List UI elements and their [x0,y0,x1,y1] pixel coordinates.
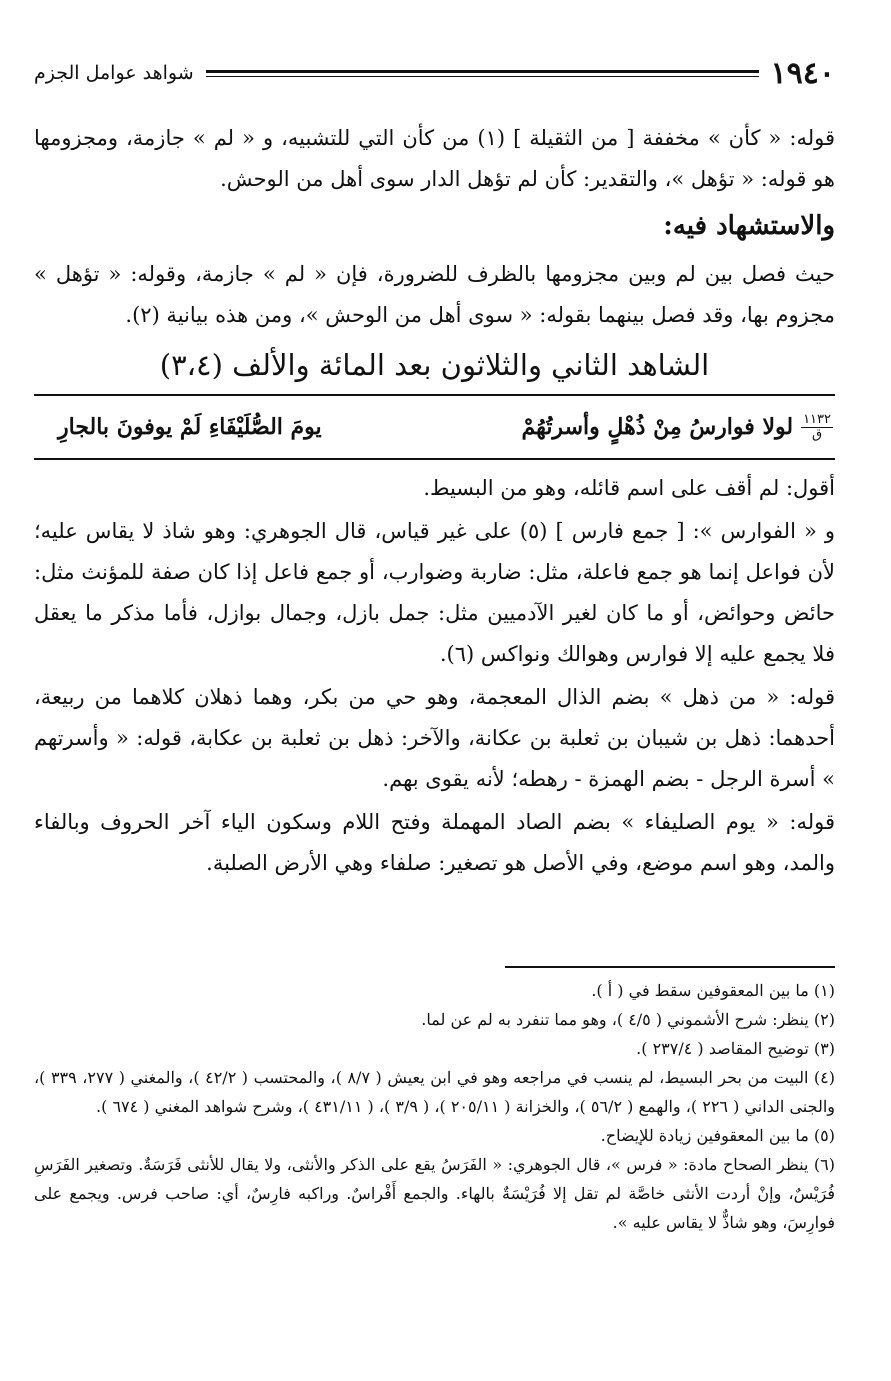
paragraph-5: قوله: « من ذهل » بضم الذال المعجمة، وهو حي من بكر، وهما ذهلان كلاهما من ربيعة، أحدهما: ذهل بن شيبان بن ثعلبة بن عكانة، والآخر: ذهل بن ثعلبة بن عكابة، قوله: « وأسرتهم » أسرة الرجل - بضم الهمزة - رهطه؛ لأنه يقوى بهم. [34,685,835,791]
first-hemistich: لولا فوارسُ مِنْ ذُهْلٍ وأسرتُهُمْ [521,413,794,440]
main-text [34,118,835,884]
header-title: شواهد عوامل الجزم [34,62,194,84]
footnotes [34,966,835,1237]
subheading: والاستشهاد فيه: [663,211,835,241]
footnote-2: (٢) ينظر: شرح الأشموني ( ٤/٥ )، وهو مما تنفرد به لم عن لما. [421,1010,835,1029]
second-hemistich: يومَ الصُّلَيْفَاءِ لَمْ يوفونَ بالجارِ [58,413,322,440]
footnote-rule [505,966,835,968]
paragraph-6: قوله: « يوم الصليفاء » بضم الصاد المهملة وفتح اللام وسكون الياء آخر الحروف وبالفاء والمد، وهو اسم موضع، وفي الأصل هو تصغير: صلفاء وهي الأرض الصلبة. [34,810,835,875]
verse-first-part [522,407,833,448]
verse-number [801,413,833,442]
page-number: ١٩٤٠ [770,55,835,91]
running-header [34,56,835,90]
paragraph-2: حيث فصل بين لم وبين مجزومها بالظرف للضرورة، فإن « لم » جازمة، وقوله: « تؤهل » مجزوم بها، وقد فصل بينهما بقوله: « سوى أهل من الوحش »، ومن هذه بيانية (٢). [34,262,835,327]
verse-number-sub: ق [811,426,823,442]
verse-number-value: ١١٣٢ [803,411,831,427]
footnote-5: (٥) ما بين المعقوفين زيادة للإيضاح. [600,1126,835,1145]
header-rule [206,70,759,77]
paragraph-3: أقول: لم أقف على اسم قائله، وهو من البسيط. [423,476,835,500]
witness-heading: الشاهد الثاني والثلاثون بعد المائة والألف (٣،٤) [159,348,710,382]
footnote-1: (١) ما بين المعقوفين سقط في ( أ ). [591,981,835,1000]
footnote-4: (٤) البيت من بحر البسيط، لم ينسب في مراجعه وهو في ابن يعيش ( ٨/٧ )، والمحتسب ( ٤٢/٢ )، والمغني ( ٢٧٧، ٣٣٩ )، والجنى الداني ( ٢٢٦ )، والهمع ( ٥٦/٢ )، والخزانة ( ٢٠٥/١١ )، ( ٣/٩ )، ( ٤٣١/١١ )، وشرح شواهد المغني ( ٦٧٤ ). [34,1068,836,1116]
paragraph-1: قوله: « كأن » مخففة [ من الثقيلة ] (١) من كأن التي للتشبيه، و « لم » جازمة، ومجزومها هو قوله: « تؤهل »، والتقدير: كأن لم تؤهل الدار سوى أهل من الوحش. [34,126,835,191]
footnote-3: (٣) توضيح المقاصد ( ٢٣٧/٤ ). [636,1039,835,1058]
verse-box [34,394,835,460]
paragraph-4: و « الفوارس »: [ جمع فارس ] (٥) على غير قياس، قال الجوهري: وهو شاذ لا يقاس عليه؛ لأن فواعل إنما هو جمع فاعلة، مثل: ضاربة وضوارب، أو جمع فاعل إذا كان صفة للمؤنث مثل: حائض وحوائض، أو ما كان لغير الآدميين مثل: جمل بازل، وجمال بوازل، فأما مذكر ما يعقل فلا يجمع عليه إلا فوارس وهوالك ونواكس (٦). [34,519,835,666]
footnote-6: (٦) ينظر الصحاح مادة: « فرس »، قال الجوهري: « الفَرَسُ يقع على الذكر والأنثى، ولا يقال للأنثى فَرَسَةٌ. وتصغير الفَرَسِ فُرَيْسٌ، وإنْ أردت الأنثى خاصَّة لم تقل إلا فُرَيْسَةٌ بالهاء. والجمع أَفْراسٌ. وراكبه فارِسٌ، أي: صاحب فرس. ويجمع على فوارِسَ، وهو شاذٌّ لا يقاس عليه ». [34,1155,835,1232]
